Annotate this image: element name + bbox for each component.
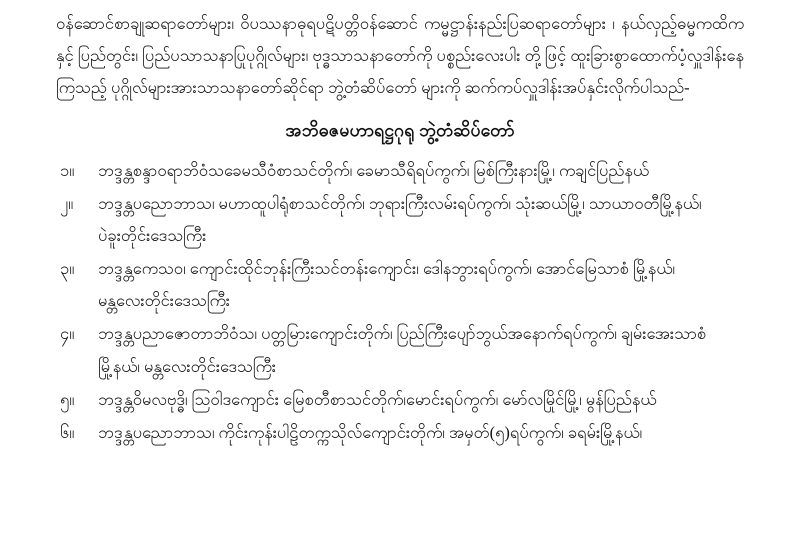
list-item-number: ၃။ — [60, 259, 75, 279]
list-item — [56, 253, 744, 317]
list-item-text: ဘဒ္ဒန္တပညာဇောတာဘိဝံသ၊ ပတ္တမြားကျောင်းတိုက်၊ ပြည်ကြီးပျော်ဘွယ်အနောက်ရပ်ကွက်၊ ချမ်းအေးသာစံမြို့နယ်၊ မန္တလေးတိုင်းဒေသကြီး — [98, 324, 707, 376]
list-item-text: ဘဒ္ဒန္တဝိမလဗုဒ္ဓိ၊ ဩဝါဒကျောင်း မြေစတီစာသင်တိုက်၊မောင်းရပ်ကွက်၊ မော်လမြိုင်မြို့၊ မွန်ပြည်နယ် — [98, 389, 657, 409]
list-item — [56, 384, 744, 416]
list-item-text: ဘဒ္ဒန္တစန္ဒာဝရာဘိဝံသခေမသီဝံစာသင်တိုက်၊ ခေမာသီရိရပ်ကွက်၊ မြစ်ကြီးနားမြို့၊ ကချင်ပြည်နယ် — [98, 160, 649, 180]
list-item — [56, 155, 744, 187]
intro-paragraph-block — [56, 8, 744, 105]
list-item-text: ဘဒ္ဒန္တကေသဝ၊ ကျောင်းထိုင်ဘုန်းကြီးသင်တန်းကျောင်း၊ ဒေါနဘွားရပ်ကွက်၊ အောင်မြေသာစံ မြို့နယ်၊ မန္တလေးတိုင်းဒေသကြီး — [98, 259, 675, 311]
list-item-number: ၅။ — [60, 389, 75, 409]
section-heading: အဘိဓဇမဟာရဋ္ဌဂုရု ဘွဲ့တံဆိပ်တော် — [285, 119, 515, 140]
list-item — [56, 318, 744, 382]
list-item-number: ၄။ — [60, 324, 75, 344]
list-item — [56, 188, 744, 252]
list-item-number: ၆။ — [60, 422, 75, 442]
list-item-text: ဘဒ္ဒန္တပညောဘာသ၊ ကိုင်းကုန်းပါဠိတက္ကသိုလ်ကျောင်းတိုက်၊ အမှတ်(၅)ရပ်ကွက်၊ ခရမ်းမြို့နယ်၊ — [98, 422, 643, 442]
list-item-number: ၁။ — [60, 160, 75, 180]
award-list — [56, 155, 744, 450]
list-item-number: ၂။ — [60, 193, 74, 213]
intro-paragraph: ဝန်ဆောင်စာချုဆရာတော်များ၊ ဝိပဿနာဓုရပဋိပတ္တိဝန်ဆောင် ကမ္မဋ္ဌာန်းနည်းပြဆရာတော်များ ၊ နယ်လှည့်ဓမ္မကထိကနှင့် ပြည်တွင်း၊ ပြည်ပသာသနာပြုပုဂ္ဂိုလ်များ၊ ဗုဒ္ဓသာသနာတော်ကို ပစ္စည်းလေးပါး တို့ဖြင့် ထူးခြားစွာထောက်ပံ့လှူဒါန်းနေကြသည့် ပုဂ္ဂိုလ်များအားသာသနာတော်ဆိုင်ရာ ဘွဲ့တံဆိပ်တော် များကို ဆက်ကပ်လှူဒါန်းအပ်နှင်းလိုက်ပါသည်- — [56, 14, 744, 98]
list-item-text: ဘဒ္ဒန္တပညောဘာသ၊ မဟာထူပါရုံစာသင်တိုက်၊ ဘုရားကြီးလမ်းရပ်ကွက်၊ သုံးဆယ်မြို့၊ သာယာဝတီမြို့နယ်၊ ပဲခူးတိုင်းဒေသကြီး — [98, 193, 702, 245]
list-item — [56, 417, 744, 449]
